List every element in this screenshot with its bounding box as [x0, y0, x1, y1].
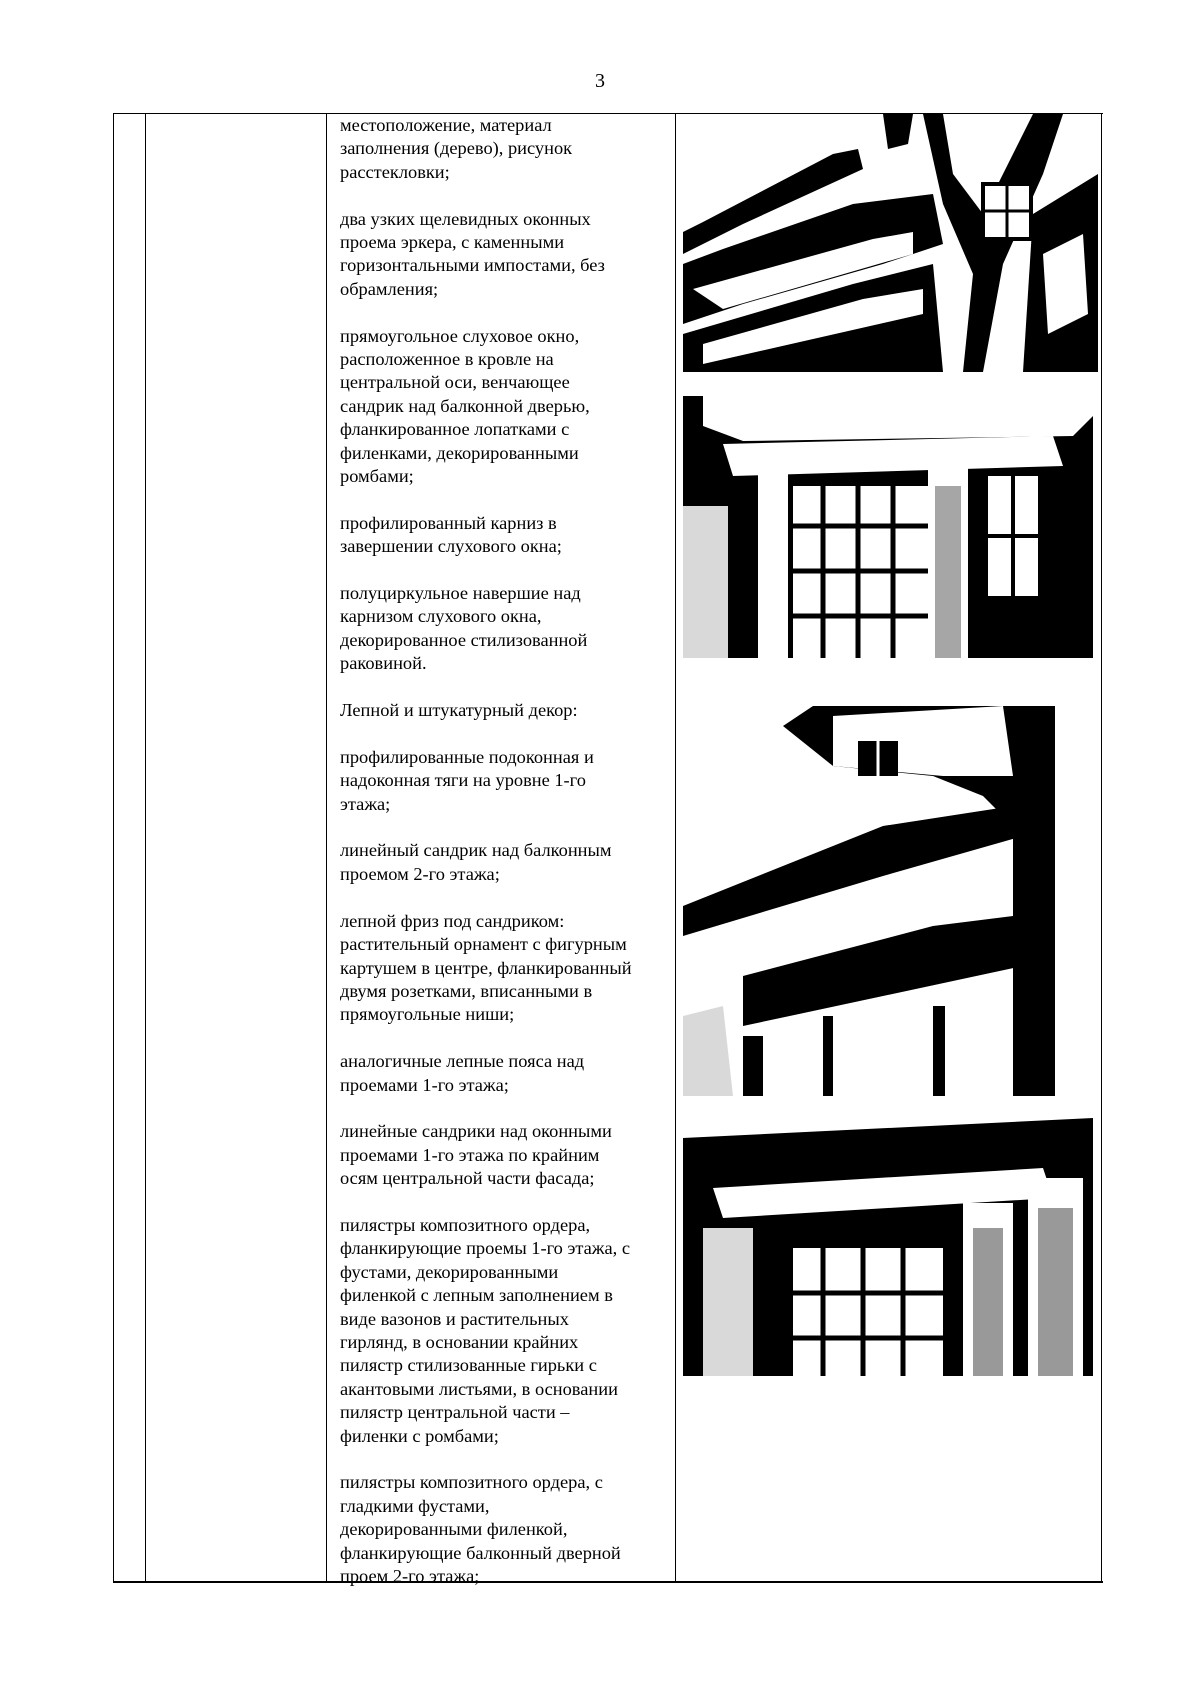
- paragraph: пилястры композитного ордера, фланкирующие проемы 1-го этажа, с фустами, декорированными филенкой с лепным заполнением в виде вазонов и растительных гирлянд, в основании крайних пилястр стилизованные гирьки с акантовыми листьями, в основании пилястр центральной части – филенки с ромбами;: [340, 1214, 631, 1446]
- facade-photo-dormer: [683, 706, 1055, 1096]
- section-heading: Лепной и штукатурный декор:: [340, 700, 578, 721]
- table-column-divider: [145, 114, 146, 1581]
- table-column-divider: [675, 114, 676, 1581]
- facade-photo-first-floor: [683, 1108, 1093, 1376]
- table-border-left: [113, 114, 114, 1581]
- table-column-divider: [326, 114, 327, 1581]
- table-border-right: [1101, 114, 1102, 1581]
- facade-photo-bay-window: [683, 114, 1098, 372]
- paragraph: пилястры композитного ордера, с гладкими фустами, декорированными филенкой, фланкирующие балконный дверной проем 2-го этажа;: [340, 1472, 621, 1586]
- paragraph: аналогичные лепные пояса над проемами 1-го этажа;: [340, 1051, 585, 1095]
- paragraph: линейный сандрик над балконным проемом 2-го этажа;: [340, 840, 612, 884]
- facade-photo-balcony-door: [683, 396, 1093, 658]
- paragraph: местоположение, материал заполнения (дерево), рисунок расстекловки;: [340, 115, 573, 182]
- paragraph: полуциркульное навершие над карнизом слухового окна, декорированное стилизованной раковиной.: [340, 583, 588, 674]
- paragraph: профилированные подоконная и надоконная тяги на уровне 1-го этажа;: [340, 746, 594, 814]
- paragraph: прямоугольное слуховое окно, расположенное в кровле на центральной оси, венчающее сандрик над балконной дверью, фланкированное лопатками с филенками, декорированными ромбами;: [340, 325, 590, 487]
- page-number: 3: [595, 70, 605, 92]
- paragraph: профилированный карниз в завершении слухового окна;: [340, 512, 562, 557]
- paragraph: лепной фриз под сандриком: растительный орнамент с фигурным картушем в центре, фланкированный двумя розетками, вписанными в прямоугольные ниши;: [340, 910, 632, 1025]
- paragraph: линейные сандрики над оконными проемами 1-го этажа по крайним осям центральной части фасада;: [340, 1121, 612, 1189]
- paragraph: два узких щелевидных оконных проема эркера, с каменными горизонтальными импостами, без обрамления;: [340, 208, 605, 299]
- description-table: [113, 113, 1103, 1586]
- description-text-cell: [340, 114, 670, 1612]
